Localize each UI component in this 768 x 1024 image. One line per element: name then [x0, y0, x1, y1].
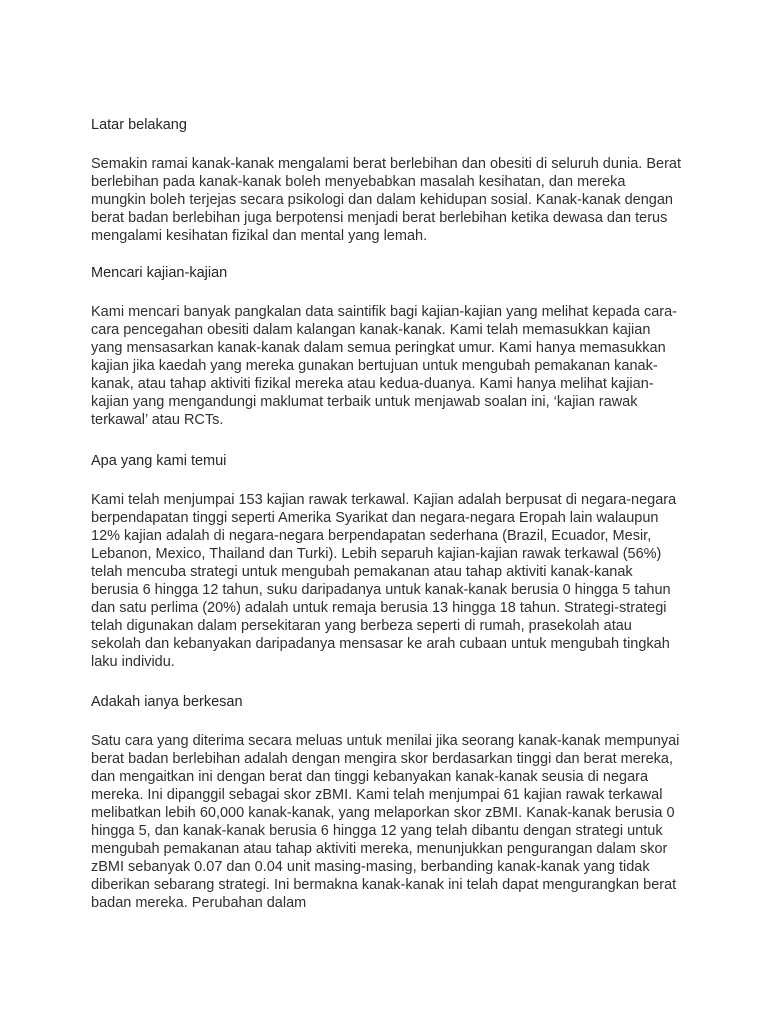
section-paragraph: Kami telah menjumpai 153 kajian rawak terkawal. Kajian adalah berpusat di negara-negara berpendapatan tinggi seperti Amerika Syarikat dan negara-negara Eropah lain walaupun 12% kajian adalah di negara-negara berpendapatan sederhana (Brazil, Ecuador, Mesir, Lebanon, Mexico, Thailand dan Turki). Lebih separuh kajian-kajian rawak terkawal (56%) telah mencuba strategi untuk mengubah pemakanan atau tahap aktiviti kanak-kanak berusia 6 hingga 12 tahun, suku daripadanya untuk kanak-kanak berusia 0 hingga 5 tahun dan satu perlima (20%) adalah untuk remaja berusia 13 hingga 18 tahun. Strategi-strategi telah digunakan dalam persekitaran yang berbeza seperti di rumah, prasekolah atau sekolah dan kebanyakan daripadanya mensasar ke arah cubaan untuk mengubah tingkah laku individu.	[91, 492, 677, 670]
section-heading: Mencari kajian-kajian	[91, 265, 228, 281]
section-apa-yang-kami-temui	[91, 451, 681, 671]
section-mencari-kajian	[91, 263, 681, 429]
section-adakah-ianya-berkesan	[91, 692, 681, 912]
section-heading: Latar belakang	[91, 117, 187, 133]
document-content	[91, 115, 681, 938]
section-heading: Adakah ianya berkesan	[91, 694, 243, 710]
section-paragraph: Satu cara yang diterima secara meluas untuk menilai jika seorang kanak-kanak mempunyai berat badan berlebihan adalah dengan mengira skor berdasarkan tinggi dan berat mereka, dan mengaitkan ini dengan berat dan tinggi kebanyakan kanak-kanak seusia di negara mereka. Ini dipanggil sebagai skor zBMI. Kami telah menjumpai 61 kajian rawak terkawal melibatkan lebih 60,000 kanak-kanak, yang melaporkan skor zBMI. Kanak-kanak berusia 0 hingga 5, dan kanak-kanak berusia 6 hingga 12 yang telah dibantu dengan strategi untuk mengubah pemakanan atau tahap aktiviti mereka, menunjukkan pengurangan dalam skor zBMI sebanyak 0.07 dan 0.04 unit masing-masing, berbanding kanak-kanak yang tidak diberikan sebarang strategi. Ini bermakna kanak-kanak ini telah dapat mengurangkan berat badan mereka. Perubahan dalam	[91, 733, 680, 911]
section-heading: Apa yang kami temui	[91, 453, 227, 469]
section-latar-belakang	[91, 115, 681, 245]
section-paragraph: Kami mencari banyak pangkalan data saintifik bagi kajian-kajian yang melihat kepada cara-cara pencegahan obesiti dalam kalangan kanak-kanak. Kami telah memasukkan kajian yang mensasarkan kanak-kanak dalam semua peringkat umur. Kami hanya memasukkan kajian jika kaedah yang mereka gunakan bertujuan untuk mengubah pemakanan kanak-kanak, atau tahap aktiviti fizikal mereka atau kedua-duanya. Kami hanya melihat kajian-kajian yang mengandungi maklumat terbaik untuk menjawab soalan ini, ‘kajian rawak terkawal’ atau RCTs.	[91, 304, 677, 428]
section-paragraph: Semakin ramai kanak-kanak mengalami berat berlebihan dan obesiti di seluruh dunia. Berat berlebihan pada kanak-kanak boleh menyebabkan masalah kesihatan, dan mereka mungkin boleh terjejas secara psikologi dan dalam kehidupan sosial. Kanak-kanak dengan berat badan berlebihan juga berpotensi menjadi berat berlebihan ketika dewasa dan terus mengalami kesihatan fizikal dan mental yang lemah.	[91, 156, 682, 244]
